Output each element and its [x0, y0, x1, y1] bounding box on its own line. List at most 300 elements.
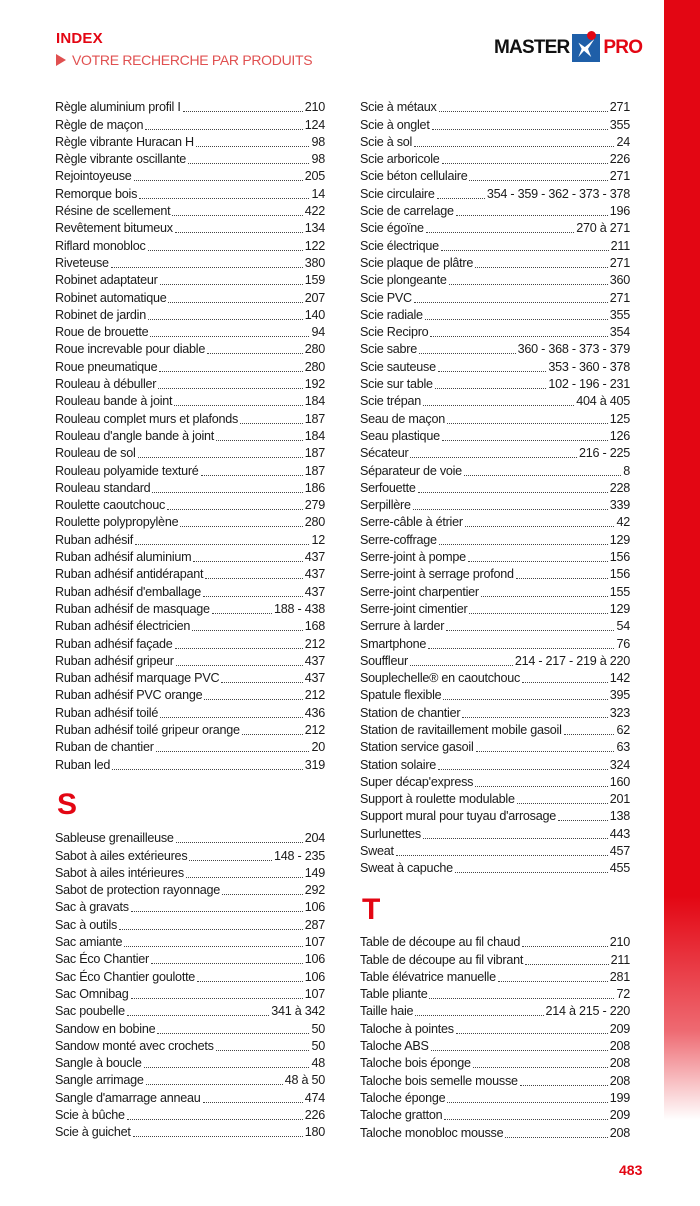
entry-label: Robinet adaptateur	[55, 273, 158, 288]
index-entry	[55, 1071, 325, 1088]
index-entry	[55, 530, 325, 547]
entry-label: Séparateur de voie	[360, 463, 462, 478]
dot-leader	[564, 734, 615, 735]
dot-leader	[439, 544, 608, 545]
logo-text-pro: PRO	[603, 37, 643, 58]
entry-page: 292	[304, 883, 325, 898]
entry-label: Taille haie	[360, 1004, 414, 1019]
entry-label: Sabot de protection rayonnage	[55, 883, 220, 898]
dot-leader	[172, 215, 302, 216]
dot-leader	[203, 596, 303, 597]
index-entry	[360, 288, 630, 305]
dot-leader	[216, 440, 303, 441]
entry-page: 187	[304, 446, 325, 461]
dot-leader	[475, 786, 608, 787]
dot-leader	[119, 929, 303, 930]
index-entry	[360, 790, 630, 807]
entry-page: 279	[304, 498, 325, 513]
entry-page: 360 - 368 - 373 - 379	[517, 342, 630, 357]
dot-leader	[127, 1015, 269, 1016]
entry-page: 437	[304, 567, 325, 582]
dot-leader	[148, 319, 303, 320]
index-entry	[360, 669, 630, 686]
dot-leader	[423, 838, 608, 839]
dot-leader	[242, 734, 303, 735]
entry-label: Super décap'express	[360, 774, 474, 789]
index-entry	[55, 357, 325, 374]
index-entry	[55, 915, 325, 932]
index-entry	[360, 115, 630, 132]
dot-leader	[447, 423, 608, 424]
entry-page: 12	[311, 532, 325, 547]
entry-label: Ruban adhésif marquage PVC	[55, 671, 220, 686]
dot-leader	[465, 526, 615, 527]
dot-leader	[481, 596, 608, 597]
index-entry	[360, 357, 630, 374]
entry-page: 355	[609, 117, 630, 132]
entry-label: Station de ravitaillement mobile gasoil	[360, 722, 562, 737]
entry-label: Ruban adhésif PVC orange	[55, 688, 203, 703]
dot-leader	[150, 336, 309, 337]
entry-label: Sangle arrimage	[55, 1073, 144, 1088]
entry-label: Support à roulette modulable	[360, 792, 515, 807]
entry-label: Règle vibrante oscillante	[55, 152, 186, 167]
entry-label: Robinet de jardin	[55, 307, 146, 322]
dot-leader	[517, 803, 608, 804]
index-entry	[55, 392, 325, 409]
index-entry	[55, 967, 325, 984]
entry-label: Riflard monobloc	[55, 238, 146, 253]
index-entry	[360, 738, 630, 755]
dot-leader	[468, 561, 608, 562]
index-entry	[55, 1019, 325, 1036]
index-entry	[360, 652, 630, 669]
dot-leader	[193, 561, 302, 562]
dot-leader	[396, 855, 608, 856]
entry-page: 201	[609, 792, 630, 807]
entry-label: Serre-joint à serrage profond	[360, 567, 514, 582]
entry-page: 474	[304, 1090, 325, 1105]
index-entry	[55, 184, 325, 201]
dot-leader	[176, 665, 303, 666]
index-entry	[55, 306, 325, 323]
index-entry	[55, 254, 325, 271]
dot-leader	[175, 232, 303, 233]
dot-leader	[473, 1067, 608, 1068]
entry-page: 160	[609, 774, 630, 789]
dot-leader	[414, 146, 614, 147]
dot-leader	[148, 250, 303, 251]
dot-leader	[139, 198, 309, 199]
entry-page: 354	[609, 325, 630, 340]
entry-page: 124	[304, 117, 325, 132]
entry-page: 156	[609, 567, 630, 582]
entry-label: Ruban adhésif gripeur	[55, 653, 174, 668]
entry-page: 149	[304, 865, 325, 880]
entry-label: Taloche à pointes	[360, 1021, 454, 1036]
entry-label: Spatule flexible	[360, 688, 442, 703]
index-entry	[55, 738, 325, 755]
entry-label: Sac amiante	[55, 935, 123, 950]
dot-leader	[438, 769, 608, 770]
dot-leader	[413, 509, 608, 510]
dot-leader	[449, 284, 608, 285]
entry-label: Ruban adhésif antidérapant	[55, 567, 204, 582]
entry-label: Scie plaque de plâtre	[360, 255, 474, 270]
entry-page: 142	[609, 671, 630, 686]
index-entry	[360, 1106, 630, 1123]
entry-label: Ruban adhésif aluminium	[55, 550, 192, 565]
dot-leader	[158, 388, 303, 389]
triangle-arrow-icon	[56, 54, 66, 66]
entry-page: 455	[609, 861, 630, 876]
dot-leader	[419, 353, 516, 354]
entry-page: 287	[304, 917, 325, 932]
index-entry	[360, 167, 630, 184]
dot-leader	[157, 1033, 309, 1034]
entry-label: Scie PVC	[360, 290, 412, 305]
entry-page: 208	[609, 1039, 630, 1054]
entry-page: 280	[304, 359, 325, 374]
dot-leader	[418, 492, 608, 493]
entry-page: 122	[304, 238, 325, 253]
entry-page: 319	[304, 757, 325, 772]
index-entry	[55, 1002, 325, 1019]
dot-leader	[188, 163, 310, 164]
dot-leader	[525, 964, 609, 965]
dot-leader	[423, 405, 574, 406]
index-entry	[55, 115, 325, 132]
index-entry	[55, 202, 325, 219]
entry-label: Scie à onglet	[360, 117, 430, 132]
dot-leader	[134, 180, 303, 181]
dot-leader	[415, 1015, 543, 1016]
entry-page: 436	[304, 705, 325, 720]
dot-leader	[469, 180, 607, 181]
index-entry	[360, 686, 630, 703]
logo-text-master: MASTER	[494, 37, 570, 58]
dot-leader	[221, 682, 302, 683]
dot-leader	[131, 911, 303, 912]
index-entry	[55, 444, 325, 461]
entry-page: 209	[609, 1108, 630, 1123]
entry-page: 208	[609, 1073, 630, 1088]
index-entry	[360, 1123, 630, 1140]
entry-page: 212	[304, 636, 325, 651]
entry-page: 50	[311, 1038, 325, 1053]
entry-label: Rouleau standard	[55, 480, 151, 495]
entry-label: Sandow monté avec crochets	[55, 1038, 214, 1053]
index-entry	[55, 1106, 325, 1123]
entry-label: Sangle d'amarrage anneau	[55, 1090, 201, 1105]
entry-label: Scie plongeante	[360, 273, 447, 288]
dot-leader	[144, 1067, 310, 1068]
index-entry	[55, 288, 325, 305]
dot-leader	[205, 578, 302, 579]
index-entry	[360, 565, 630, 582]
index-entry	[360, 807, 630, 824]
entry-label: Remorque bois	[55, 186, 138, 201]
entry-page: 94	[311, 325, 325, 340]
entry-label: Rouleau à débuller	[55, 377, 157, 392]
entry-page: 199	[609, 1090, 630, 1105]
dot-leader	[240, 423, 303, 424]
entry-label: Station service gasoil	[360, 740, 474, 755]
index-entry	[55, 1123, 325, 1140]
entry-label: Ruban led	[55, 757, 111, 772]
entry-label: Sandow en bobine	[55, 1021, 156, 1036]
entry-label: Souplechelle® en caoutchouc	[360, 671, 521, 686]
index-entry	[55, 565, 325, 582]
entry-page: 24	[616, 134, 630, 149]
dot-leader	[430, 336, 607, 337]
index-entry	[55, 98, 325, 115]
entry-label: Scie à sol	[360, 134, 413, 149]
entry-page: 125	[609, 411, 630, 426]
index-entry	[55, 617, 325, 634]
entry-page: 354 - 359 - 362 - 373 - 378	[486, 186, 630, 201]
dot-leader	[133, 1136, 303, 1137]
entry-page: 324	[609, 757, 630, 772]
dot-leader	[212, 613, 272, 614]
dot-leader	[444, 1119, 607, 1120]
dot-leader	[429, 998, 614, 999]
masterpro-logo	[494, 34, 642, 62]
entry-page: 271	[609, 290, 630, 305]
entry-page: 48 à 50	[284, 1073, 325, 1088]
index-entry	[360, 306, 630, 323]
entry-label: Sac Omnibag	[55, 986, 129, 1001]
entry-page: 129	[609, 601, 630, 616]
page-number: 483	[619, 1162, 643, 1178]
index-entry	[55, 409, 325, 426]
index-entry	[360, 375, 630, 392]
entry-page: 226	[304, 1108, 325, 1123]
dot-leader	[203, 1102, 303, 1103]
dot-leader	[469, 613, 607, 614]
index-entry	[360, 444, 630, 461]
entry-label: Riveteuse	[55, 255, 109, 270]
index-entry	[360, 219, 630, 236]
entry-page: 192	[304, 377, 325, 392]
entry-page: 280	[304, 515, 325, 530]
entry-page: 355	[609, 307, 630, 322]
entry-page: 188 - 438	[274, 601, 325, 616]
dot-leader	[138, 457, 303, 458]
index-entry	[55, 829, 325, 846]
dot-leader	[522, 946, 608, 947]
dot-leader	[426, 232, 574, 233]
entry-page: 98	[311, 152, 325, 167]
index-entry	[360, 1071, 630, 1088]
entry-page: 226	[609, 152, 630, 167]
entry-label: Sac Éco Chantier goulotte	[55, 969, 196, 984]
index-entry	[360, 392, 630, 409]
index-entry	[55, 634, 325, 651]
dot-leader	[442, 163, 608, 164]
entry-label: Station solaire	[360, 757, 437, 772]
entry-label: Roulette polypropylène	[55, 515, 179, 530]
dot-leader	[437, 198, 485, 199]
dot-leader	[124, 946, 302, 947]
section-letter-s: S	[57, 788, 78, 821]
entry-page: 168	[304, 619, 325, 634]
index-entry	[360, 582, 630, 599]
entry-page: 76	[616, 636, 630, 651]
entry-page: 196	[609, 204, 630, 219]
dot-leader	[201, 475, 303, 476]
dot-leader	[145, 129, 303, 130]
entry-label: Scie égoïne	[360, 221, 424, 236]
entry-label: Sac Éco Chantier	[55, 952, 150, 967]
index-entry	[360, 427, 630, 444]
dot-leader	[127, 1119, 303, 1120]
entry-page: 14	[311, 186, 325, 201]
index-entry	[55, 600, 325, 617]
index-entry	[55, 461, 325, 478]
entry-page: 214 - 217 - 219 à 220	[514, 653, 630, 668]
index-entry	[55, 150, 325, 167]
entry-page: 228	[609, 480, 630, 495]
index-entry	[55, 1088, 325, 1105]
index-entry	[55, 219, 325, 236]
index-entry	[360, 617, 630, 634]
dot-leader	[475, 267, 608, 268]
entry-page: 187	[304, 411, 325, 426]
dot-leader	[222, 894, 303, 895]
index-entry	[55, 1037, 325, 1054]
entry-page: 437	[304, 671, 325, 686]
entry-label: Smartphone	[360, 636, 427, 651]
dot-leader	[189, 860, 272, 861]
dot-leader	[152, 492, 302, 493]
dot-leader	[111, 267, 303, 268]
entry-page: 155	[609, 584, 630, 599]
entry-label: Ruban adhésif façade	[55, 636, 173, 651]
entry-label: Roulette caoutchouc	[55, 498, 166, 513]
dot-leader	[464, 475, 621, 476]
index-entry	[360, 184, 630, 201]
entry-label: Ruban de chantier	[55, 740, 154, 755]
entry-label: Sabot à ailes intérieures	[55, 865, 184, 880]
entry-label: Rouleau d'angle bande à joint	[55, 428, 215, 443]
entry-label: Taloche ABS	[360, 1039, 429, 1054]
dot-leader	[197, 981, 303, 982]
entry-label: Revêtement bitumeux	[55, 221, 173, 236]
index-entry	[55, 950, 325, 967]
dot-leader	[414, 302, 608, 303]
entry-label: Serre-joint cimentier	[360, 601, 468, 616]
entry-label: Taloche bois semelle mousse	[360, 1073, 518, 1088]
dot-leader	[176, 842, 303, 843]
entry-page: 211	[610, 952, 630, 967]
index-entry	[360, 824, 630, 841]
dot-leader	[505, 1137, 607, 1138]
entry-page: 212	[304, 722, 325, 737]
entry-label: Scie à métaux	[360, 100, 437, 115]
index-entry	[360, 600, 630, 617]
index-list-s-right	[360, 98, 630, 876]
index-entry	[360, 933, 630, 950]
entry-label: Ruban adhésif toilé gripeur orange	[55, 722, 240, 737]
dot-leader	[175, 648, 303, 649]
entry-page: 208	[609, 1125, 630, 1140]
dot-leader	[156, 751, 310, 752]
entry-label: Table pliante	[360, 987, 428, 1002]
entry-label: Scie électrique	[360, 238, 439, 253]
index-entry	[360, 1019, 630, 1036]
dot-leader	[159, 371, 302, 372]
entry-label: Sableuse grenailleuse	[55, 831, 174, 846]
entry-label: Taloche éponge	[360, 1090, 446, 1105]
entry-page: 107	[304, 935, 325, 950]
entry-page: 395	[609, 688, 630, 703]
entry-page: 159	[304, 273, 325, 288]
entry-label: Scie béton cellulaire	[360, 169, 468, 184]
logo-star-icon	[572, 34, 600, 62]
entry-page: 404 à 405	[576, 394, 630, 409]
dot-leader	[425, 319, 608, 320]
dot-leader	[441, 250, 609, 251]
index-entry	[360, 254, 630, 271]
index-list-s-left	[55, 829, 325, 1140]
dot-leader	[216, 1050, 310, 1051]
dot-leader	[207, 353, 303, 354]
index-entry	[55, 375, 325, 392]
index-entry	[55, 479, 325, 496]
index-entry	[55, 1054, 325, 1071]
entry-label: Sac à outils	[55, 917, 118, 932]
dot-leader	[522, 682, 608, 683]
entry-page: 180	[304, 1125, 325, 1140]
dot-leader	[476, 751, 615, 752]
index-entry	[55, 755, 325, 772]
dot-leader	[131, 998, 303, 999]
index-entry	[360, 271, 630, 288]
index-entry	[360, 323, 630, 340]
index-entry	[55, 167, 325, 184]
index-subtitle	[56, 52, 312, 68]
index-entry	[55, 881, 325, 898]
entry-label: Serre-joint charpentier	[360, 584, 479, 599]
entry-page: 323	[609, 705, 630, 720]
entry-page: 187	[304, 463, 325, 478]
entry-page: 54	[616, 619, 630, 634]
entry-label: Roue pneumatique	[55, 359, 158, 374]
index-entry	[55, 496, 325, 513]
dot-leader	[446, 630, 614, 631]
index-entry	[55, 898, 325, 915]
dot-leader	[428, 648, 614, 649]
entry-label: Sac poubelle	[55, 1004, 125, 1019]
index-entry	[360, 1037, 630, 1054]
index-entry	[55, 846, 325, 863]
index-entry	[360, 634, 630, 651]
entry-page: 353 - 360 - 378	[548, 359, 630, 374]
entry-label: Règle vibrante Huracan H	[55, 134, 194, 149]
entry-page: 204	[304, 831, 325, 846]
dot-leader	[498, 981, 608, 982]
entry-label: Taloche gratton	[360, 1108, 443, 1123]
entry-label: Scie sauteuse	[360, 359, 436, 374]
entry-page: 443	[609, 826, 630, 841]
entry-label: Scie trépan	[360, 394, 421, 409]
dot-leader	[146, 1084, 283, 1085]
entry-page: 380	[304, 255, 325, 270]
entry-label: Serre-câble à étrier	[360, 515, 463, 530]
entry-label: Table de découpe au fil vibrant	[360, 952, 524, 967]
entry-page: 422	[304, 204, 325, 219]
